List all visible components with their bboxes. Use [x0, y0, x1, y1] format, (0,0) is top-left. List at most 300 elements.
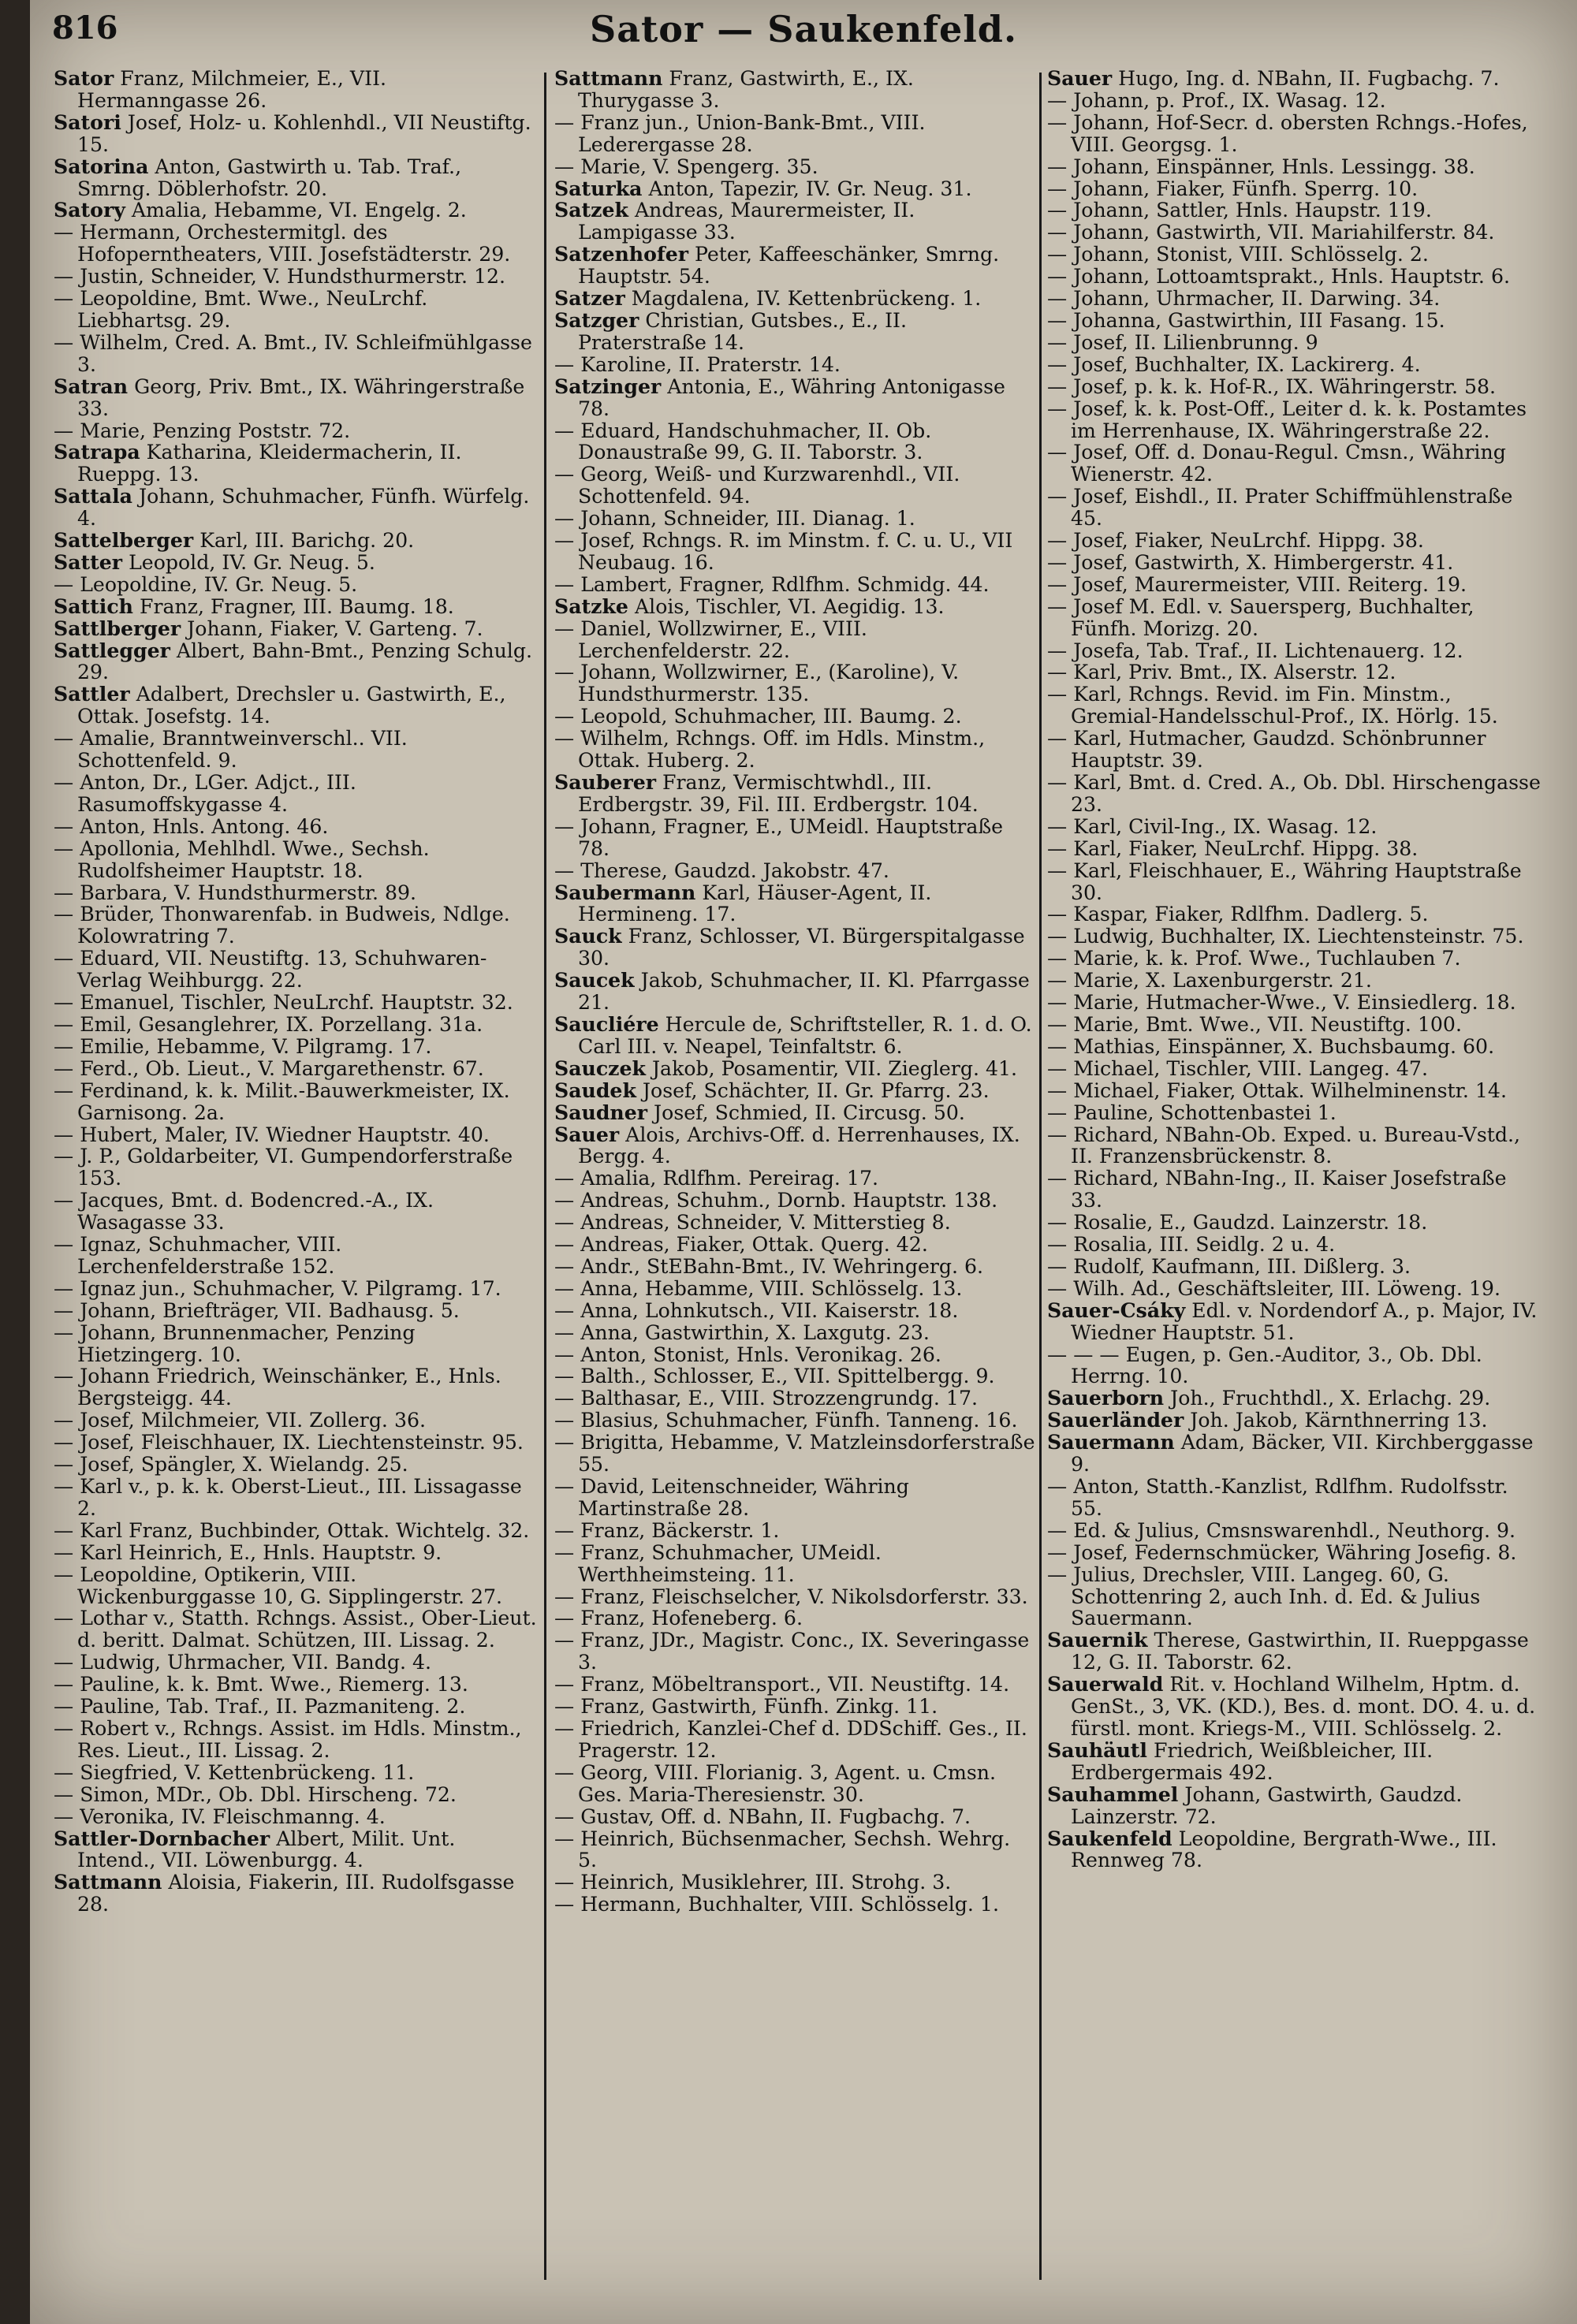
entry-details: Hugo, Ing. d. NBahn, II. Fugbachg. 7. — [1112, 68, 1500, 90]
entry-details: — Therese, Gaudzd. Jakobstr. 47. — [554, 858, 889, 882]
directory-entry — [554, 1674, 1035, 1696]
entry-details: Edl. v. Nordendorf A., p. Major, IV. Wiedner Hauptstr. 51. — [1071, 1298, 1538, 1344]
directory-entry — [54, 288, 539, 332]
entry-details: Albert, Milit. Unt. Intend., VII. Löwenburgg. 4. — [77, 1827, 456, 1872]
entry-surname: Satzenhofer — [554, 242, 689, 266]
entry-details: — Rudolf, Kaufmann, III. Dißlerg. 3. — [1047, 1254, 1411, 1278]
entry-details: — Anton, Stonist, Hnls. Veronikag. 26. — [554, 1343, 941, 1366]
entry-details: — Ignaz jun., Schuhmacher, V. Pilgramg. 17. — [54, 1276, 501, 1300]
directory-entry — [554, 1124, 1035, 1168]
entry-details: — Johann, p. Prof., IX. Wasag. 12. — [1047, 88, 1386, 112]
directory-entry — [54, 486, 539, 530]
entry-details: — Josef, Spängler, X. Wielandg. 25. — [54, 1453, 408, 1477]
directory-entry — [1047, 1828, 1544, 1872]
entry-details: — — — Eugen, p. Gen.-Auditor, 3., Ob. Dbl. Herrng. 10. — [1047, 1343, 1482, 1388]
directory-entry — [1047, 1410, 1544, 1432]
directory-entry — [1047, 156, 1544, 178]
entry-details: — David, Leitenschneider, Währing Martinstraße 28. — [554, 1475, 909, 1520]
entry-details: — Ignaz, Schuhmacher, VIII. Lerchenfelderstraße 152. — [54, 1233, 342, 1278]
directory-entry — [554, 1476, 1035, 1520]
entry-details: — Karl, Fiaker, NeuLrchf. Hippg. 38. — [1047, 836, 1419, 860]
directory-entry — [554, 1410, 1035, 1432]
entry-details: — Franz, Schuhmacher, UMeidl. Werthheimsteing. 11. — [554, 1540, 882, 1586]
directory-entry — [554, 596, 1035, 618]
entry-details: — Johann, Hof-Secr. d. obersten Rchngs.-Hofes, VIII. Georgsg. 1. — [1047, 110, 1528, 156]
entry-details: Leopoldine, Bergrath-Wwe., III. Rennweg 78. — [1071, 1827, 1497, 1872]
entry-details: — Pauline, Schottenbastei 1. — [1047, 1101, 1337, 1124]
directory-entry — [1047, 860, 1544, 904]
directory-entry — [1047, 1102, 1544, 1124]
entry-details: Alois, Tischler, VI. Aegidig. 13. — [628, 594, 945, 618]
directory-entry — [554, 244, 1035, 288]
entry-details: Georg, Priv. Bmt., IX. Währingerstraße 33. — [77, 374, 525, 420]
entry-details: Peter, Kaffeeschänker, Smrng. Hauptstr. 54. — [578, 243, 1000, 289]
directory-entry — [554, 1696, 1035, 1718]
entry-details: Jakob, Schuhmacher, II. Kl. Pfarrgasse 21. — [578, 969, 1030, 1015]
entry-details: Joh. Jakob, Kärnthnerring 13. — [1184, 1409, 1488, 1432]
directory-entry — [1047, 552, 1544, 574]
entry-details: — Wilh. Ad., Geschäftsleiter, III. Löweng. 19. — [1047, 1276, 1501, 1300]
directory-entry — [554, 1344, 1035, 1366]
entry-details: — Mathias, Einspänner, X. Buchsbaumg. 60. — [1047, 1034, 1495, 1058]
entry-details: — Heinrich, Musiklehrer, III. Strohg. 3. — [554, 1871, 952, 1894]
entry-surname: Sattmann — [554, 68, 663, 90]
entry-surname: Saukenfeld — [1047, 1826, 1172, 1850]
entry-details: — Johann, Uhrmacher, II. Darwing. 34. — [1047, 287, 1441, 311]
directory-entry — [54, 530, 539, 552]
entry-surname: Sauermann — [1047, 1430, 1175, 1454]
entry-details: — Josef, II. Lilienbrunng. 9 — [1047, 330, 1318, 354]
entry-surname: Satran — [54, 374, 129, 398]
entry-details: — Josef, Gastwirth, X. Himbergerstr. 41. — [1047, 550, 1454, 574]
directory-entry — [554, 860, 1035, 882]
directory-entry — [54, 420, 539, 442]
directory-entry — [54, 903, 539, 948]
entry-details: — Blasius, Schuhmacher, Fünfh. Tanneng. 16. — [554, 1409, 1018, 1432]
entry-details: Adam, Bäcker, VII. Kirchberggasse 9. — [1071, 1431, 1534, 1477]
entry-details: — Johann, Fragner, E., UMeidl. Hauptstraße 78. — [554, 814, 1004, 860]
entry-details: — Karl, Civil-Ing., IX. Wasag. 12. — [1047, 814, 1378, 838]
entry-details: — Wilhelm, Cred. A. Bmt., IV. Schleifmühlgasse 3. — [54, 330, 532, 376]
entry-details: — Daniel, Wollzwirner, E., VIII. Lerchenfelderstr. 22. — [554, 616, 867, 662]
entry-details: Aloisia, Fiakerin, III. Rudolfsgasse 28. — [77, 1871, 515, 1916]
directory-entry — [1047, 222, 1544, 244]
entry-details: Therese, Gastwirthin, II. Rueppgasse 12, G. II. Taborstr. 62. — [1071, 1629, 1529, 1674]
directory-entry — [54, 1124, 539, 1146]
directory-entry — [554, 772, 1035, 816]
directory-entry — [1047, 1256, 1544, 1278]
directory-entry — [54, 816, 539, 838]
entry-surname: Saucliére — [554, 1011, 659, 1036]
entry-details: Andreas, Maurermeister, II. Lampigasse 33. — [578, 199, 915, 244]
entry-details: — Pauline, Tab. Traf., II. Pazmanitеng. 2. — [54, 1695, 466, 1719]
entry-surname: Sauerborn — [1047, 1386, 1165, 1410]
directory-entry — [54, 1828, 539, 1872]
entry-details: — Josef, p. k. k. Hof-R., IX. Währingerstr. 58. — [1047, 374, 1497, 398]
directory-entry — [554, 1387, 1035, 1410]
entry-surname: Sattler-Dornbacher — [54, 1826, 270, 1850]
directory-entry — [1047, 1080, 1544, 1102]
entry-details: — Karl Heinrich, E., Hnls. Hauptstr. 9. — [54, 1540, 442, 1564]
page-number: 816 — [52, 9, 118, 47]
directory-entry — [1047, 903, 1544, 926]
directory-entry — [1047, 1124, 1544, 1168]
directory-entry — [1047, 1168, 1544, 1212]
entry-details: — Johann, Brunnenmacher, Penzing Hietzingerg. 10. — [54, 1320, 416, 1366]
directory-entry — [54, 156, 539, 200]
directory-entry — [54, 441, 539, 486]
entry-details: — Wilhelm, Rchngs. Off. im Hdls. Minstm., Ottak. Huberg. 2. — [554, 727, 986, 773]
directory-entry — [54, 1036, 539, 1058]
entry-details: — Marie, Hutmacher-Wwe., V. Einsiedlerg. 18. — [1047, 991, 1516, 1015]
entry-details: Josef, Schmied, II. Circusg. 50. — [647, 1101, 965, 1124]
entry-details: — Johann, Einspänner, Hnls. Lessingg. 38. — [1047, 155, 1475, 178]
entry-details: — Gustav, Off. d. NBahn, II. Fugbachg. 7. — [554, 1804, 971, 1828]
entry-details: — Marie, V. Spengerg. 35. — [554, 155, 818, 178]
directory-entry — [554, 1718, 1035, 1762]
directory-entry — [554, 199, 1035, 244]
directory-entry — [1047, 266, 1544, 288]
directory-entry — [54, 838, 539, 882]
entry-details: — Marie, X. Laxenburgerstr. 21. — [1047, 969, 1372, 993]
entry-details: — Josef, k. k. Post-Off., Leiter d. k. k. Postamtes im Herrenhause, IX. Währingerstraße 22. — [1047, 397, 1527, 442]
entry-details: Johann, Gastwirth, Gaudzd. Lainzerstr. 72. — [1071, 1782, 1463, 1828]
directory-entry — [54, 574, 539, 596]
entry-details: — Balthasar, E., VIII. Strozzengrundg. 17. — [554, 1387, 978, 1410]
directory-entry — [554, 970, 1035, 1014]
directory-entry — [554, 1828, 1035, 1872]
directory-entry — [54, 1410, 539, 1432]
directory-entry — [554, 1520, 1035, 1542]
directory-entry — [1047, 354, 1544, 376]
directory-entry — [54, 68, 539, 112]
entry-details: — Johann, Briefträger, VII. Badhausg. 5. — [54, 1298, 460, 1322]
directory-entry — [54, 1080, 539, 1124]
entry-details: — Leopoldine, Bmt. Wwe., NeuLrchf. Liebhartsg. 29. — [54, 287, 428, 332]
directory-entry — [554, 420, 1035, 464]
entry-details: — Hermann, Buchhalter, VIII. Schlösselg. 1. — [554, 1893, 999, 1916]
entry-details: — Rosalia, III. Seidlg. 2 u. 4. — [1047, 1233, 1336, 1257]
entry-details: — Ferdinand, k. k. Milit.-Bauwerkmeister, IX. Garnisong. 2a. — [54, 1078, 510, 1124]
directory-entry — [54, 1278, 539, 1300]
directory-entry — [1047, 1212, 1544, 1234]
entry-details: — Leopoldine, IV. Gr. Neug. 5. — [54, 572, 358, 596]
directory-entry — [54, 1454, 539, 1476]
directory-entry — [54, 1432, 539, 1454]
directory-entry — [1047, 90, 1544, 112]
directory-entry — [54, 1365, 539, 1410]
entry-details: — Marie, k. k. Prof. Wwe., Tuchlauben 7. — [1047, 947, 1461, 970]
directory-entry — [1047, 441, 1544, 486]
directory-entry — [54, 728, 539, 772]
directory-entry — [554, 178, 1035, 200]
entry-surname: Satzger — [554, 307, 639, 332]
entry-surname: Satrapa — [54, 440, 140, 464]
entry-details: Christian, Gutsbes., E., II. Praterstraße 14. — [578, 308, 907, 354]
entry-surname: Sattelberger — [54, 528, 194, 553]
entry-details: — Franz, Fleischselcher, V. Nikolsdorferstr. 33. — [554, 1585, 1028, 1608]
entry-details: Franz, Fragner, III. Baumg. 18. — [133, 594, 454, 618]
directory-entry — [1047, 728, 1544, 772]
entry-details: — Josef, Maurermeister, VIII. Reiterg. 19. — [1047, 572, 1467, 596]
entry-details: — Franz, Hofeneberg. 6. — [554, 1607, 803, 1630]
directory-entry — [554, 1432, 1035, 1476]
entry-details: Albert, Bahn-Bmt., Penzing Schulg. 29. — [77, 639, 532, 684]
directory-entry — [54, 1520, 539, 1542]
directory-entry — [554, 816, 1035, 860]
directory-entry — [1047, 1387, 1544, 1410]
entry-details: — Johanna, Gastwirthin, III Fasang. 15. — [1047, 308, 1445, 332]
entry-details: — Karl, Rchngs. Revid. im Fin. Minstm., Gremial-Handelsschul-Prof., IX. Hörlg. 15. — [1047, 683, 1498, 728]
entry-details: Johann, Schuhmacher, Fünfh. Würfelg. 4. — [77, 485, 530, 531]
directory-entry — [1047, 530, 1544, 552]
directory-entry — [54, 1674, 539, 1696]
entry-surname: Sauernik — [1047, 1628, 1148, 1652]
entry-details: Rit. v. Hochland Wilhelm, Hptm. d. GenSt., 3, VK. (KD.), Bes. d. mont. DO. 4. u. d. fürstl. mont. Kriegs-M., VIII. Schlösselg. 2. — [1071, 1673, 1536, 1740]
directory-entry — [554, 618, 1035, 662]
entry-details: — Andr., StEBahn-Bmt., IV. Wehringerg. 6. — [554, 1254, 984, 1278]
entry-details: — Kaspar, Fiaker, Rdlfhm. Dadlerg. 5. — [1047, 903, 1429, 926]
directory-entry — [1047, 1432, 1544, 1476]
entry-details: — Josef, Off. d. Donau-Regul. Cmsn., Währing Wienerstr. 42. — [1047, 441, 1506, 486]
directory-entry — [1047, 948, 1544, 970]
directory-entry — [554, 288, 1035, 310]
directory-entry — [1047, 992, 1544, 1014]
column-divider — [544, 73, 546, 2280]
entry-details: Karl, Häuser-Agent, II. Hermineng. 17. — [578, 881, 932, 926]
directory-entry — [54, 1014, 539, 1036]
entry-details: — Anna, Lohnkutsch., VII. Kaiserstr. 18. — [554, 1298, 959, 1322]
directory-entry — [54, 618, 539, 640]
entry-surname: Sauer-Csáky — [1047, 1298, 1186, 1322]
directory-entry — [1047, 1234, 1544, 1256]
directory-entry — [54, 1718, 539, 1762]
directory-entry — [54, 683, 539, 728]
directory-entry — [1047, 1737, 1544, 1784]
entry-details: — Amalie, Branntweinverschl.. VII. Schottenfeld. 9. — [54, 727, 408, 773]
entry-details: — Karl, Hutmacher, Gaudzd. Schönbrunner Hauptstr. 39. — [1047, 727, 1486, 773]
entry-surname: Satzinger — [554, 374, 662, 398]
directory-entry — [554, 1607, 1035, 1629]
entry-details: Antonia, E., Währing Antonigasse 78. — [578, 374, 1005, 420]
entry-details: — Anton, Hnls. Antong. 46. — [54, 814, 329, 838]
directory-entry — [554, 1806, 1035, 1828]
entry-surname: Satzke — [554, 594, 628, 618]
directory-entry — [54, 1652, 539, 1674]
entry-details: — Balth., Schlosser, E., VII. Spittelbergg. 9. — [554, 1365, 995, 1388]
entry-details: — Andreas, Schneider, V. Mitterstieg 8. — [554, 1211, 951, 1235]
entry-details: Friedrich, Weißbleicher, III. Erdbergermais 492. — [1071, 1738, 1433, 1784]
entry-details: — Franz, Bäckerstr. 1. — [554, 1518, 780, 1542]
entry-details: Franz, Vermischtwhdl., III. Erdbergstr. 39, Fil. III. Erdbergstr. 104. — [578, 771, 979, 816]
entry-details: — Josefa, Tab. Traf., II. Lichtenauerg. 12. — [1047, 639, 1463, 662]
directory-entry — [554, 307, 1035, 354]
entry-details: Josef, Holz- u. Kohlenhdl., VII Neustiftg. 15. — [77, 110, 531, 156]
entry-details: Jakob, Posamentir, VII. Zieglerg. 41. — [645, 1056, 1018, 1080]
directory-entry — [54, 199, 539, 222]
directory-entry — [54, 332, 539, 376]
directory-entry — [54, 1542, 539, 1564]
directory-entry — [54, 992, 539, 1014]
entry-details: Anton, Gastwirth u. Tab. Traf., Smrng. Döblerhofstr. 20. — [77, 155, 462, 200]
entry-details: — Richard, NBahn-Ob. Exped. u. Bureau-Vstd., II. Franzensbrückenstr. 8. — [1047, 1123, 1520, 1168]
entry-details: — Karoline, II. Praterstr. 14. — [554, 352, 841, 376]
entry-details: — Marie, Bmt. Wwe., VII. Neustiftg. 100. — [1047, 1012, 1462, 1036]
entry-surname: Sauerwald — [1047, 1672, 1164, 1696]
entry-details: — Richard, NBahn-Ing., II. Kaiser Josefstraße 33. — [1047, 1167, 1507, 1212]
entry-details: — Josef, Rchngs. R. im Minstm. f. C. u. U., VII Neubaug. 16. — [554, 529, 1013, 574]
directory-entry — [54, 772, 539, 816]
directory-entry — [1047, 574, 1544, 596]
directory-entry — [1047, 178, 1544, 200]
directory-entry — [554, 1102, 1035, 1124]
directory-entry — [554, 574, 1035, 596]
directory-entry — [554, 661, 1035, 706]
entry-details: — Ed. & Julius, Cmsnswarenhdl., Neuthorg. 9. — [1047, 1518, 1516, 1542]
directory-entry — [554, 1322, 1035, 1344]
entry-details: — Jacques, Bmt. d. Bodencred.-A., IX. Wasagasse 33. — [54, 1189, 434, 1235]
entry-details: — Hubert, Maler, IV. Wiedner Hauptstr. 40. — [54, 1123, 490, 1146]
column-left — [54, 68, 539, 2315]
directory-entry — [554, 1629, 1035, 1674]
directory-entry — [54, 1784, 539, 1806]
directory-entry — [54, 266, 539, 288]
entry-details: — Johann, Lottoamtsprakt., Hnls. Hauptstr. 6. — [1047, 265, 1510, 289]
entry-details: Magdalena, IV. Kettenbrückeng. 1. — [624, 287, 982, 311]
entry-details: — Hermann, Orchestermitgl. des Hofoperntheaters, VIII. Josefstädterstr. 29. — [54, 221, 511, 266]
entry-surname: Saudek — [554, 1078, 636, 1102]
directory-entry — [1047, 970, 1544, 992]
entry-details: Franz, Schlosser, VI. Bürgerspitalgasse 30. — [578, 925, 1025, 970]
entry-details: — J. P., Goldarbeiter, VI. Gumpendorferstraße 153. — [54, 1145, 513, 1190]
directory-entry — [54, 549, 539, 574]
entry-details: — Ludwig, Buchhalter, IX. Liechtensteinstr. 75. — [1047, 925, 1524, 948]
entry-details: — Karl, Fleischhauer, E., Währing Hauptstraße 30. — [1047, 858, 1522, 904]
entry-details: — Leopold, Schuhmacher, III. Baumg. 2. — [554, 705, 962, 728]
entry-surname: Saucek — [554, 968, 635, 993]
entry-details: Adalbert, Drechsler u. Gastwirth, E., Ottak. Josefstg. 14. — [77, 683, 506, 728]
entry-details: — Heinrich, Büchsenmacher, Sechsh. Wehrg. 5. — [554, 1827, 1011, 1872]
entry-details: — Eduard, Handschuhmacher, II. Ob. Donaustraße 99, G. II. Taborstr. 3. — [554, 419, 932, 464]
entry-details: — Leopoldine, Optikerin, VIII. Wickenburggasse 10, G. Sipplingerstr. 27. — [54, 1562, 503, 1608]
directory-entry — [1047, 244, 1544, 266]
entry-details: — Pauline, k. k. Bmt. Wwe., Riemerg. 13. — [54, 1673, 468, 1696]
entry-details: — Marie, Penzing Poststr. 72. — [54, 419, 351, 442]
entry-details: — Apollonia, Mehlhdl. Wwe., Sechsh. Rudolfsheimer Hauptstr. 18. — [54, 836, 430, 882]
directory-entry — [54, 1762, 539, 1784]
directory-entry — [554, 112, 1035, 156]
entry-details: Franz, Gastwirth, E., IX. Thurygasse 3. — [578, 68, 914, 112]
directory-entry — [1047, 640, 1544, 662]
entry-surname: Sauczek — [554, 1056, 646, 1080]
entry-surname: Sauhäutl — [1047, 1737, 1147, 1762]
directory-entry — [54, 948, 539, 992]
entry-details: — Andreas, Fiaker, Ottak. Querg. 42. — [554, 1233, 928, 1257]
directory-entry — [54, 1564, 539, 1608]
entry-surname: Saubermann — [554, 880, 696, 904]
entry-surname: Sattala — [54, 484, 132, 508]
directory-entry — [54, 882, 539, 904]
directory-entry — [1047, 199, 1544, 222]
entry-surname: Saturka — [554, 176, 643, 200]
entry-details: Johann, Fiaker, V. Garteng. 7. — [181, 616, 483, 640]
page-header — [30, 3, 1577, 66]
entry-details: — Brüder, Thonwarenfab. in Budweis, Ndlge. Kolowratring 7. — [54, 903, 510, 948]
entry-details: — Johann, Schneider, III. Dianag. 1. — [554, 507, 915, 531]
entry-details: — Franz, Gastwirth, Fünfh. Zinkg. 11. — [554, 1695, 938, 1719]
directory-entry — [54, 1806, 539, 1828]
directory-entry — [54, 1696, 539, 1718]
entry-details: — Johann, Stonist, VIII. Schlösselg. 2. — [1047, 243, 1429, 266]
entry-details: Amalia, Hebamme, VI. Engelg. 2. — [125, 199, 467, 222]
entry-details: Josef, Schächter, II. Gr. Pfarrg. 23. — [636, 1078, 990, 1102]
entry-details: — Karl v., p. k. k. Oberst-Lieut., III. Lissagasse 2. — [54, 1475, 522, 1520]
entry-details: — Rosalie, E., Gaudzd. Lainzerstr. 18. — [1047, 1211, 1428, 1235]
directory-entry — [1047, 1476, 1544, 1520]
directory-entry — [1047, 661, 1544, 683]
directory-entry — [554, 1256, 1035, 1278]
directory-entry — [554, 376, 1035, 420]
entry-surname: Satory — [54, 198, 125, 222]
directory-entry — [54, 1058, 539, 1080]
directory-entry — [1047, 486, 1544, 530]
entry-details: — Ludwig, Uhrmacher, VII. Bandg. 4. — [54, 1651, 432, 1674]
entry-details: — Michael, Fiaker, Ottak. Wilhelminenstr. 14. — [1047, 1078, 1507, 1102]
directory-entry — [54, 1607, 539, 1652]
directory-entry — [54, 112, 539, 156]
directory-entry — [554, 530, 1035, 574]
entry-details: Anton, Tapezir, IV. Gr. Neug. 31. — [642, 177, 972, 200]
directory-entry — [554, 1300, 1035, 1322]
directory-entry — [54, 1871, 539, 1916]
entry-details: — Josef, Eishdl., II. Prater Schiffmühlenstraße 45. — [1047, 485, 1513, 531]
directory-entry — [554, 68, 1035, 112]
column-middle — [554, 68, 1035, 2315]
entry-details: — Ferd., Ob. Lieut., V. Margarethenstr. 67. — [54, 1056, 484, 1080]
directory-entry — [554, 1365, 1035, 1387]
directory-entry — [1047, 596, 1544, 640]
entry-details: — Emanuel, Tischler, NeuLrchf. Hauptstr. 32. — [54, 991, 513, 1015]
entry-details: Alois, Archivs-Off. d. Herrenhauses, IX. Bergg. 4. — [578, 1123, 1020, 1168]
entry-details: — Karl, Bmt. d. Cred. A., Ob. Dbl. Hirschengasse 23. — [1047, 771, 1541, 816]
directory-entry — [554, 926, 1035, 970]
directory-entry — [1047, 1674, 1544, 1740]
entry-details: — Anton, Dr., LGer. Adjct., III. Rasumoffskygasse 4. — [54, 771, 356, 816]
directory-page — [30, 0, 1577, 2324]
directory-entry — [554, 1586, 1035, 1608]
entry-surname: Sattlegger — [54, 638, 170, 662]
entry-details: Joh., Fruchthdl., X. Erlachg. 29. — [1164, 1387, 1491, 1410]
directory-entry — [1047, 1278, 1544, 1300]
directory-entry — [554, 1871, 1035, 1894]
directory-entry — [554, 508, 1035, 530]
column-divider — [1039, 73, 1042, 2280]
directory-entry — [554, 354, 1035, 376]
entry-details: — Franz, Möbeltransport., VII. Neustiftg. 14. — [554, 1673, 1010, 1696]
entry-details: — Johann, Sattler, Hnls. Haupstr. 119. — [1047, 199, 1432, 222]
entry-surname: Sattmann — [54, 1870, 162, 1894]
directory-entry — [54, 376, 539, 420]
entry-details: — Josef, Milchmeier, VII. Zollerg. 36. — [54, 1409, 427, 1432]
entry-details: — Barbara, V. Hundsthurmerstr. 89. — [54, 881, 417, 904]
entry-details: — Eduard, VII. Neustiftg. 13, Schuhwaren-Verlag Weihburgg. 22. — [54, 947, 487, 993]
directory-entry — [1047, 398, 1544, 442]
entry-surname: Sauerländer — [1047, 1408, 1184, 1432]
directory-entry — [554, 728, 1035, 772]
directory-entry — [54, 1145, 539, 1190]
entry-details: — Lambert, Fragner, Rdlfhm. Schmidg. 44. — [554, 572, 990, 596]
directory-entry — [554, 706, 1035, 728]
